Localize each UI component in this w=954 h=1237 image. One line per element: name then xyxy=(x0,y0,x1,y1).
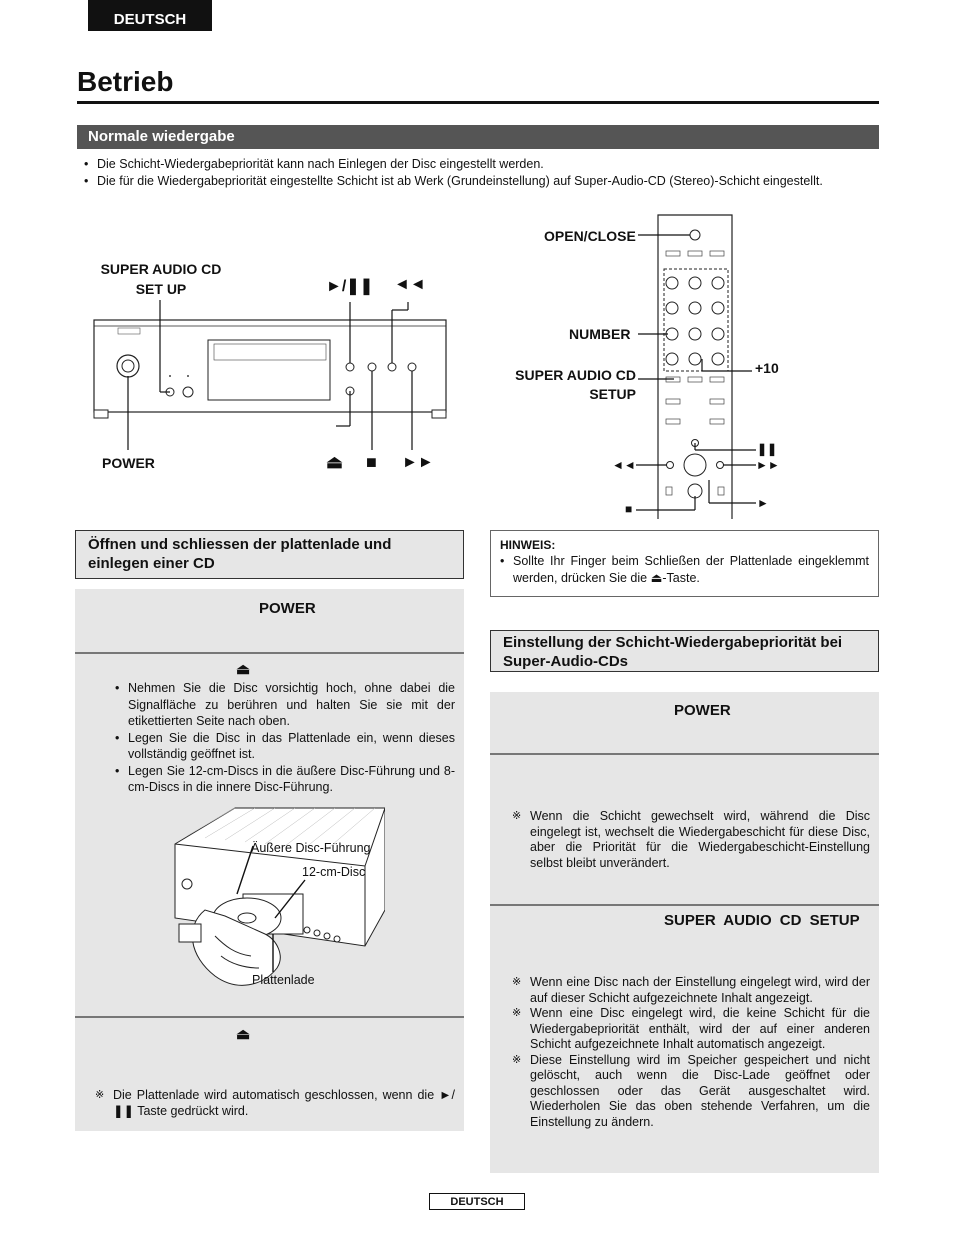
title-rule xyxy=(77,101,879,104)
section-bullet: • Die für die Wiedergabepriorität eingestellte Schicht ist ab Werk (Grundeinstellung) auf Super-Audio-CD (Stereo)-Schicht eingestellt. xyxy=(84,173,879,190)
footer-language-tag: DEUTSCH xyxy=(429,1193,525,1210)
remote-next-icon: ►► xyxy=(756,458,780,472)
hinweis-box xyxy=(490,530,879,597)
left-step3-eject-icon: ⏏ xyxy=(236,1026,251,1043)
language-tab: DEUTSCH xyxy=(88,0,212,31)
unit-power-label: POWER xyxy=(102,455,155,471)
step-bullet: • Legen Sie die Disc in das Plattenlade ein, wenn dieses vollständig geöffnet ist. xyxy=(115,730,455,763)
note-item: ※ Die Plattenlade wird automatisch geschlossen, wenn die ►/❚❚ Taste gedrückt wird. xyxy=(95,1088,455,1119)
hinweis-title: HINWEIS: xyxy=(500,538,556,552)
figure-label-outer-guide: Äußere Disc-Führung xyxy=(251,841,371,855)
remote-stop-icon: ■ xyxy=(625,502,633,516)
step-divider xyxy=(490,904,879,906)
step-divider xyxy=(490,753,879,755)
section-bullets xyxy=(84,156,879,189)
note-item: ※ Wenn die Schicht gewechselt wird, während die Disc eingelegt ist, wechselt die Wiedergabeschicht für diese Disc, aber die Priorität für die Wiedergabeschicht-Einstellung selbst bleibt unverändert. xyxy=(512,809,870,871)
step-divider xyxy=(75,1016,464,1018)
note-item: ※ Wenn eine Disc eingelegt wird, die keine Schicht für die Wiedergabepriorität enthält, wird der auf einer anderen Schicht aufgezeichnete Inhalt automatisch angezeigt. xyxy=(512,1006,870,1053)
remote-prev-icon: ◄◄ xyxy=(612,458,636,472)
unit-prev-label: ◄◄ xyxy=(394,276,426,293)
unit-eject-icon: ⏏ xyxy=(326,452,344,472)
right-step3-notes xyxy=(512,975,870,1130)
remote-number-label: NUMBER xyxy=(569,326,631,342)
unit-setup-label: SUPER AUDIO CD SET UP xyxy=(100,261,222,297)
right-step3-setup-label: SUPER AUDIO CD SETUP xyxy=(664,912,860,929)
figure-label-disc: 12-cm-Disc xyxy=(302,865,366,879)
remote-pause-icon: ❚❚ xyxy=(757,442,778,456)
right-step1-power-label: POWER xyxy=(674,702,731,719)
note-item: ※ Wenn eine Disc nach der Einstellung eingelegt wird, wird der auf dieser Schicht aufgezeichnete Inhalt angezeigt. xyxy=(512,975,870,1006)
note-item: ※ Diese Einstellung wird im Speicher gespeichert und nicht gelöscht, auch wenn die Disc-Lade geöffnet oder geschlossen oder das Gerät ausgeschaltet wird. Wiederholen Sie das oben stehende Verfahren, um die Einstellung zu ändern. xyxy=(512,1053,870,1131)
remote-play-icon: ► xyxy=(757,496,769,510)
left-step3-note xyxy=(95,1088,455,1119)
step-divider xyxy=(75,652,464,654)
left-panel-heading: Öffnen und schliessen der plattenlade und einlegen einer CD xyxy=(75,530,464,579)
unit-play-pause-label: ►/❚❚ xyxy=(326,278,374,295)
unit-callout-lines xyxy=(90,290,452,470)
page-title: Betrieb xyxy=(77,66,174,97)
left-step2-bullets xyxy=(115,680,455,796)
remote-setup-label: SUPER AUDIO CD SETUP xyxy=(515,367,636,402)
step-bullet: • Legen Sie 12-cm-Discs in die äußere Disc-Führung und 8-cm-Discs in die innere Disc-Führung. xyxy=(115,763,455,796)
left-step2-eject-icon: ⏏ xyxy=(236,661,251,678)
unit-stop-icon: ■ xyxy=(366,452,377,472)
figure-label-tray: Plattenlade xyxy=(252,973,315,987)
section-title: Normale wiedergabe xyxy=(77,125,879,149)
step-bullet: • Nehmen Sie die Disc vorsichtig hoch, ohne dabei die Signalfläche zu berühren und halten Sie sie mit der etikettierten Seite nach oben. xyxy=(115,680,455,730)
remote-open-close-label: OPEN/CLOSE xyxy=(544,228,636,244)
unit-next-label: ►► xyxy=(402,454,434,471)
right-step2-note xyxy=(512,809,870,871)
right-panel-heading: Einstellung der Schicht-Wiedergabepriorität bei Super-Audio-CDs xyxy=(490,630,879,672)
remote-plus10-label: +10 xyxy=(755,360,779,376)
left-step1-power-label: POWER xyxy=(259,600,316,617)
section-bullet: • Die Schicht-Wiedergabepriorität kann nach Einlegen der Disc eingestellt werden. xyxy=(84,156,879,173)
hinweis-list xyxy=(500,553,869,586)
hinweis-text: • Sollte Ihr Finger beim Schließen der Plattenlade eingeklemmt werden, drücken Sie die ⏏-Taste. xyxy=(500,553,869,586)
